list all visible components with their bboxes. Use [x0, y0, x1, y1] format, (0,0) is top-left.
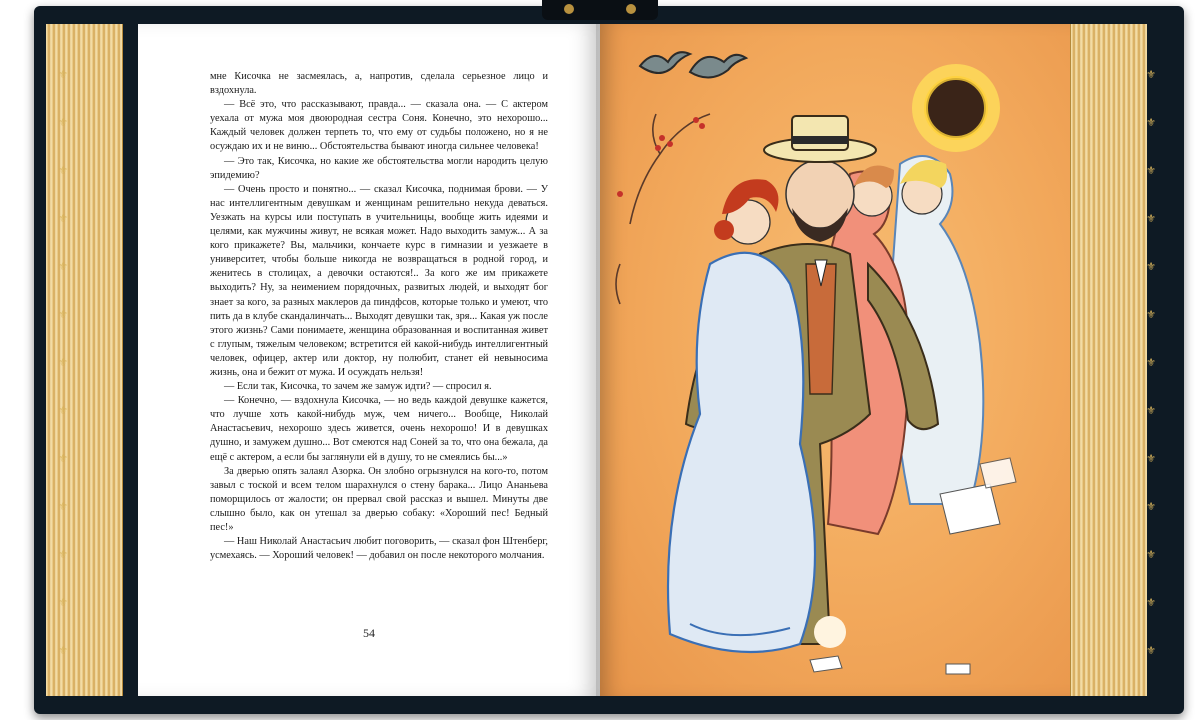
fleur-ornament-icon: ⚜ — [58, 357, 68, 369]
fleur-ornament-icon: ⚜ — [58, 261, 68, 273]
birds — [640, 52, 746, 77]
page-number: 54 — [363, 626, 375, 640]
paragraph: — Всё это, что рассказывают, правда... — сказала она. — С актером уехала от мужа моя двоюродная сестра Соня. Конечно, это нехорошо... Каждый человек должен терпеть то, что ему от судьбы положено, но я не осуждаю их и не виню... Обстоятельства бывают иногда сильнее человека! — [210, 99, 548, 153]
paragraph: — Это так, Кисочка, но какие же обстоятельства могли народить целую эпидемию? — [210, 155, 548, 181]
fleur-ornament-icon: ⚜ — [58, 645, 68, 657]
fleur-ornament-icon: ⚜ — [58, 597, 68, 609]
fleur-ornament-icon: ⚜ — [1146, 117, 1156, 129]
paragraph: — Конечно, — вздохнула Кисочка, — но ведь каждой девушке кажется, что лучше хоть какой-нибудь муж, чем ничего... Вообще, Николай Анастасьевич, нехорошо здесь живется, очень нехорошо! И в девушках душно, и замужем душно... Вот смеются над Соней за то, что она бежала, да ещё с актером, а если бы заглянули ей в душу, то не смеялись бы...» — [210, 395, 548, 463]
fleur-ornament-icon: ⚜ — [1146, 357, 1156, 369]
right-gilt-page-edge — [1070, 24, 1147, 696]
fleur-ornament-icon: ⚜ — [1146, 549, 1156, 561]
fleur-ornament-icon: ⚜ — [1146, 261, 1156, 273]
fleur-ornament-icon: ⚜ — [58, 213, 68, 225]
left-page — [138, 24, 600, 696]
fleur-ornament-icon: ⚜ — [1146, 213, 1156, 225]
paragraph: — Если так, Кисочка, то зачем же замуж идти? — спросил я. — [224, 381, 492, 393]
fleur-ornament-icon: ⚜ — [1146, 645, 1156, 657]
binding-clasp — [542, 0, 658, 20]
right-page-illustration — [600, 24, 1070, 696]
fleur-ornament-icon: ⚜ — [58, 501, 68, 513]
fleur-ornament-icon: ⚜ — [58, 549, 68, 561]
fleur-ornament-icon: ⚜ — [58, 453, 68, 465]
fleur-ornament-icon: ⚜ — [1146, 69, 1156, 81]
tree-branch — [616, 114, 710, 304]
fleur-ornament-icon: ⚜ — [1146, 405, 1156, 417]
fleur-ornament-icon: ⚜ — [1146, 165, 1156, 177]
fleur-ornament-icon: ⚜ — [58, 117, 68, 129]
fleur-ornament-icon: ⚜ — [58, 309, 68, 321]
paragraph: За дверью опять залаял Азорка. Он злобно огрызнулся на кого-то, потом завыл с тоской и всем телом шарахнулся о стену барака... Лицо Ананьева поморщилось от жалости; он прервал свой рассказ и вышел. Минуты две слышно было, как он утешал за дверью собаку: «Хороший пес! Бедный пес!» — [210, 465, 548, 533]
paragraph: — Очень просто и понятно... — сказал Кисочка, поднимая брови. — У нас интеллигентным девушкам и женщинам решительно некуда деваться. Уезжать на курсы или поступать в учительницы, вообще жить идеями и целями, как мужчины живут, не всякая может. Надо выходить замуж... А за кого прикажете? Вы, мальчики, кончаете курс в гимназии и уезжаете в университет, чтобы больше никогда не возвращаться в родной город, и женитесь в столицах, а девочки остаются!.. За кого же им прикажете выходить? Ну, за неимением порядочных, развитых людей, и выходят бог знает за кого, за разных маклеров да пиндфсов, которые только и умеют, что пить да в клубе скандалинчать... Выходят девушки так, зря... Какая уж после этого жизнь? Сами понимаете, женщина образованная и воспитанная живет с глупым, тяжелым человеком; встретится ей какой-нибудь интеллигентный человек, офицер, актер или доктор, ну полюбит, станет ей невыносима жизнь, она и бежит от мужа. И осуждать нельзя! — [210, 183, 548, 378]
fleur-ornament-icon: ⚜ — [58, 165, 68, 177]
fleur-ornament-icon: ⚜ — [1146, 501, 1156, 513]
fleur-ornament-icon: ⚜ — [58, 69, 68, 81]
fleur-ornament-icon: ⚜ — [1146, 309, 1156, 321]
dark-sun — [912, 64, 1000, 152]
paragraph: мне Кисочка не засмеялась, а, напротив, сделала серьезное лицо и вздохнула. — [210, 71, 548, 97]
fleur-ornament-icon: ⚜ — [1146, 597, 1156, 609]
fleur-ornament-icon: ⚜ — [58, 405, 68, 417]
page-text — [210, 70, 548, 563]
fleur-ornament-icon: ⚜ — [1146, 453, 1156, 465]
berries — [617, 117, 705, 197]
illustration — [600, 24, 1070, 696]
paragraph: — Наш Николай Анастасьич любит поговорить, — сказал фон Штенберг, усмехаясь. — Хороший человек! — добавил он после некоторого молчания. — [210, 536, 548, 562]
